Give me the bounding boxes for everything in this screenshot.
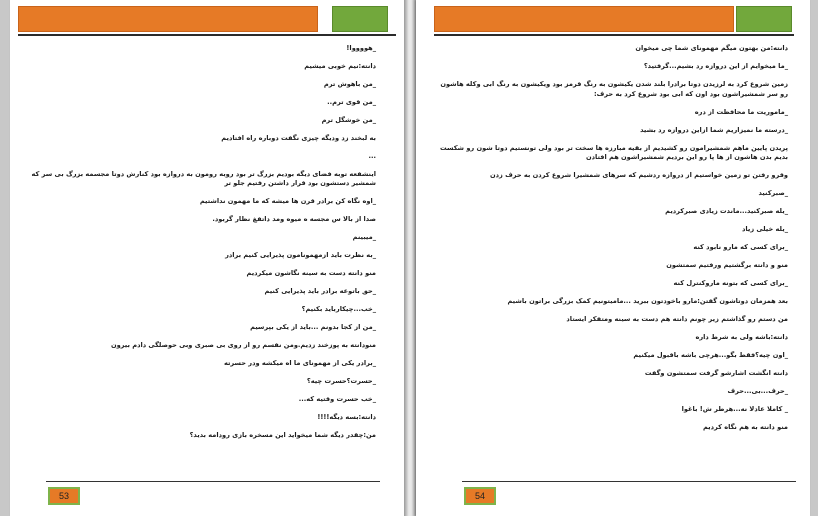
text-line: _برای کسی که مارو نابود کنه	[693, 243, 788, 252]
text-line: _حرف...بی...حرف	[727, 386, 788, 395]
text-line: دانته:بسه دیگه!!!!	[317, 413, 376, 422]
text-line: _خب حسرت وقتیه که...	[298, 395, 376, 404]
text-line: منودانته به پوزخند زدیم.ومن نفسم رو از روی بی صبری وبی حوصلگی دادم بیرون	[110, 341, 376, 350]
text-line: _صبرکنید	[758, 189, 788, 198]
text-line: صدا از بالا س مجسه ه میوه ومد داتفغ نظار گربود.	[212, 215, 376, 224]
text-line: _برادر یکی از مهمونای ما اه میکشه ودر حسرته	[223, 359, 376, 368]
text-line: دانته:نیم خوبی میشیم	[304, 61, 376, 70]
right-page-text	[436, 44, 788, 441]
text-line: _ماموریت ما محافظت از دره	[694, 107, 788, 116]
text-line: ...	[368, 151, 376, 160]
text-line: دانته:باشه ولی به شرط داره	[695, 332, 788, 341]
text-line: _من خوشگل ترم	[321, 115, 376, 124]
text-line: _میبینم	[352, 233, 376, 242]
text-line: بعد همزمان دوتاشون گفتن:مارو باخودتون ببرید ...ماميتونیم کمک بزرگی براتون باشیم	[507, 296, 788, 305]
text-line: _درسته ما نمیزاریم شما ازاین دروازه رد بشید	[640, 125, 788, 134]
text-line: وقرو رفتن تو زمین خواستیم از دروازه ردشیم که سرهای شمشیرا شروع کردن به حرف زدن	[489, 171, 788, 180]
right-page	[416, 0, 810, 516]
footer-rule	[46, 481, 380, 482]
header-green-box	[332, 6, 388, 32]
text-line: اینشفعه توبه فضای دیگه بودیم بزرگ تر بود روبه رومون به دروازه بود کنارش دوتا مجسمه بزرگ بی سر که شمشیر دستشون بود قرار داشتن رفتیم جلو تر	[31, 169, 376, 188]
text-line: دانته انگشت اشارشو گرفت سمتشون وگفت	[644, 368, 788, 377]
left-page-text	[24, 44, 376, 449]
text-line: به لبخند زد ودیگه چیزی نگفت دوباره راه افتادیم	[221, 133, 376, 142]
text-line: _اوه نگاه کن برادر قرن ها میشه که ما مهمون نداشتیم	[199, 197, 376, 206]
text-line: _یله صبرکنید...ماندت زیادی صبرکردیم	[665, 207, 788, 216]
header-rule	[18, 34, 396, 36]
text-line: _به نظرت باید ازمهمونامون پذیرایی کنیم برادر	[225, 251, 376, 260]
text-line: _برای کسی که بتونه ماروکنترل کنه	[673, 279, 788, 287]
page-number-badge: 53	[48, 487, 80, 505]
book-gutter	[404, 0, 416, 516]
header-rule	[434, 34, 794, 36]
left-page	[10, 0, 404, 516]
text-line: _هووووا!	[346, 44, 376, 52]
header-green-box	[736, 6, 792, 32]
header-orange-bar	[18, 6, 318, 32]
text-line: _خب...چیکارباید بکنیم؟	[301, 305, 376, 314]
text-line: _من از کجا بدونم ...باید از یکی بپرسیم	[250, 323, 376, 332]
text-line: منو و دانته برگشتیم ورفتیم سمتشون	[666, 261, 788, 270]
text-line: منو دانته دست به سینه نگاشون میکردیم	[246, 269, 376, 278]
text-line: _حسرت؟حسرت چیه؟	[306, 377, 376, 386]
text-line: من:چقدر دیگه شما میخواید این مسخره بازی رودامه بدید؟	[189, 431, 376, 440]
text-line: _من باهوش ترم	[323, 79, 376, 88]
text-line: _اون چیه؟فقط بگو...هرچی باشه باقبول میکنیم	[633, 350, 788, 359]
text-line: _ما میخوایم از این دروازه رد بشیم...گرفتید؟	[643, 61, 788, 70]
text-line: _ کاملا عادلا نه...هرطر ش! باغوا	[681, 404, 788, 413]
text-line: _یله خیلی زیاد	[742, 225, 788, 234]
page-number-badge: 54	[464, 487, 496, 505]
text-line: _حق باتوعه برادر باید پذیرایی کنیم	[264, 287, 376, 296]
footer-rule	[462, 481, 796, 482]
text-line: پریدن پایین ماهم شمشیرامون رو کشیدیم از بقیه مبارزه ها سخت تر بود ولی تونستیم دوتا شون رو شکست بدیم بدن هاشون از ها پا رو این بردیم شمشیراشون هم افتادن	[440, 143, 788, 162]
text-line: من دستم رو گذاشتم زیر چونم دانته هم دست به سینه ومتفکر ایستاد	[566, 314, 788, 323]
text-line: زمین شروع کرد به لرزیدن دوتا برادرا بلند شدن یکیشون به رنگ قرمز بود ویکیشون به رنگ ابی وکله هاشون رو سر شمشیراشون بود اون که ابی بود شروع کرد به حرف:	[440, 79, 788, 98]
header-orange-bar	[434, 6, 734, 32]
text-line: منو دانته به هم نگاه کردیم	[702, 422, 788, 431]
text-line: دانته:من بهتون میگم مهمونای شما چی میخوان	[635, 44, 788, 52]
text-line: _من قوی ترم..	[327, 97, 376, 106]
